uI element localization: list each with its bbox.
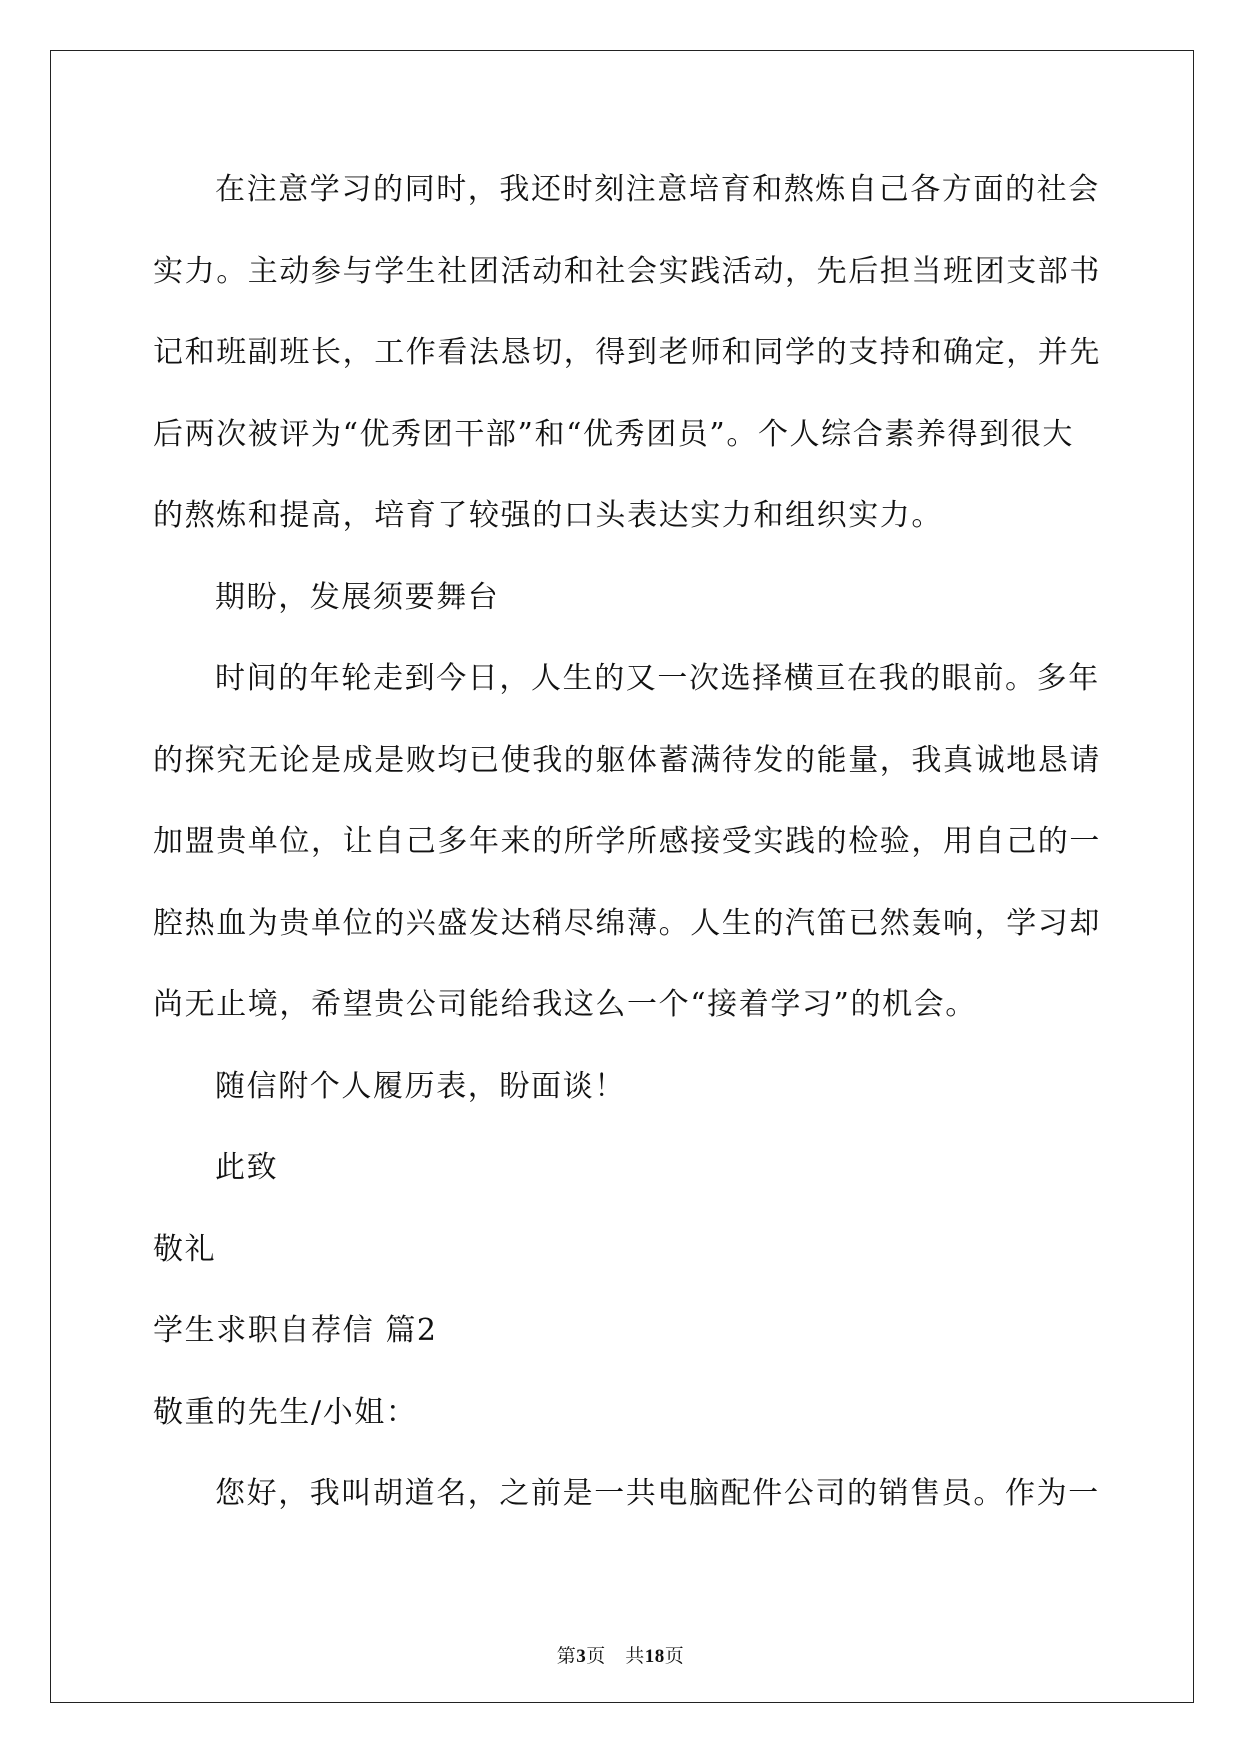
section-heading: 期盼，发展须要舞台 (215, 579, 500, 615)
paragraph-line: 时间的年轮走到今日，人生的又一次选择横亘在我的眼前。多年 (215, 661, 1100, 696)
total-page-number: 18 (644, 1646, 665, 1667)
paragraph-line: 随信附个人履历表，盼面谈！ (215, 1068, 626, 1104)
paragraph-line: 的探究无论是成是败均已使我的躯体蓄满待发的能量，我真诚地恳请 (153, 742, 1101, 778)
paragraph-line: 实力。主动参与学生社团活动和社会实践活动，先后担当班团支部书 (153, 253, 1101, 289)
paragraph-line: 腔热血为贵单位的兴盛发达稍尽绵薄。人生的汽笛已然轰响，学习却 (153, 905, 1101, 941)
closing-line: 此致 (215, 1150, 279, 1185)
paragraph-line: 尚无止境，希望贵公司能给我这么一个“接着学习”的机会。 (153, 987, 977, 1022)
paragraph-line: 加盟贵单位，让自己多年来的所学所感接受实践的检验，用自己的一 (153, 824, 1101, 859)
document-body (153, 160, 1101, 1546)
paragraph-line: 您好，我叫胡道名，之前是一共电脑配件公司的销售员。作为一 (215, 1476, 1100, 1511)
footer-mid: 页 共 (586, 1645, 645, 1667)
current-page-number: 3 (576, 1646, 587, 1667)
salutation: 敬重的先生/小姐： (153, 1394, 418, 1430)
footer-prefix: 第 (556, 1645, 577, 1667)
page-footer (0, 1641, 1241, 1668)
paragraph-line: 记和班副班长，工作看法恳切，得到老师和同学的支持和确定，并先 (153, 335, 1101, 370)
paragraph-line: 的熬炼和提高，培育了较强的口头表达实力和组织实力。 (153, 498, 943, 533)
paragraph-line: 后两次被评为“优秀团干部”和“优秀团员”。个人综合素养得到很大 (153, 416, 1074, 452)
footer-suffix: 页 (664, 1645, 685, 1667)
paragraph-line: 在注意学习的同时，我还时刻注意培育和熬炼自己各方面的社会 (215, 172, 1100, 207)
letter-title: 学生求职自荐信 篇2 (153, 1313, 438, 1348)
closing-salute: 敬礼 (153, 1231, 217, 1267)
